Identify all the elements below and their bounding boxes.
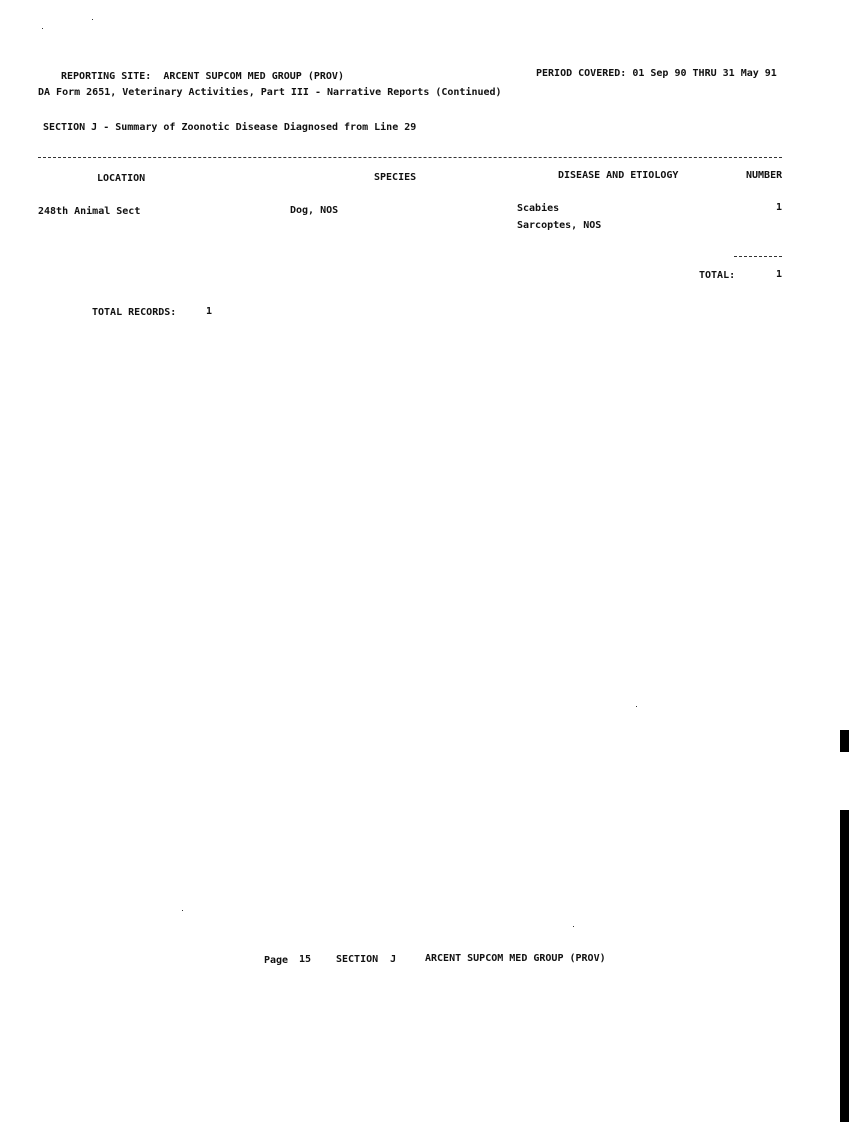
footer-section: SECTION J [336,954,397,965]
scan-margin-bar [840,810,849,1122]
scan-speck [92,19,93,20]
scan-margin-bar [840,730,849,752]
form-title: DA Form 2651, Veterinary Activities, Part III - Narrative Reports (Continued) [38,87,502,98]
total-rule [734,256,782,257]
column-header-disease: DISEASE AND ETIOLOGY [558,170,679,181]
footer-site: ARCENT SUPCOM MED GROUP (PROV) [425,953,606,964]
reporting-site: REPORTING SITE: ARCENT SUPCOM MED GROUP (PROV) [61,71,344,82]
footer-page-label: Page [264,955,289,966]
scan-speck [573,926,574,927]
column-header-number: NUMBER [746,170,783,181]
scan-speck [636,706,637,707]
column-header-species: SPECIES [374,172,417,183]
total-records-label: TOTAL RECORDS: [92,307,177,318]
row-species: Dog, NOS [290,205,339,216]
scan-speck [182,910,183,911]
column-header-location: LOCATION [97,173,146,184]
total-value: 1 [776,269,783,280]
header-rule [38,157,782,158]
row-etiology: Sarcoptes, NOS [517,220,602,231]
row-disease: Scabies [517,203,560,214]
row-location: 248th Animal Sect [38,206,141,217]
footer-page-number: 15 [299,954,312,965]
scan-speck [42,28,43,29]
section-title: SECTION J - Summary of Zoonotic Disease Diagnosed from Line 29 [43,122,417,133]
total-records-value: 1 [206,306,213,317]
total-label: TOTAL: [699,270,736,281]
period-covered: PERIOD COVERED: 01 Sep 90 THRU 31 May 91 [536,68,777,79]
row-number: 1 [776,202,783,213]
